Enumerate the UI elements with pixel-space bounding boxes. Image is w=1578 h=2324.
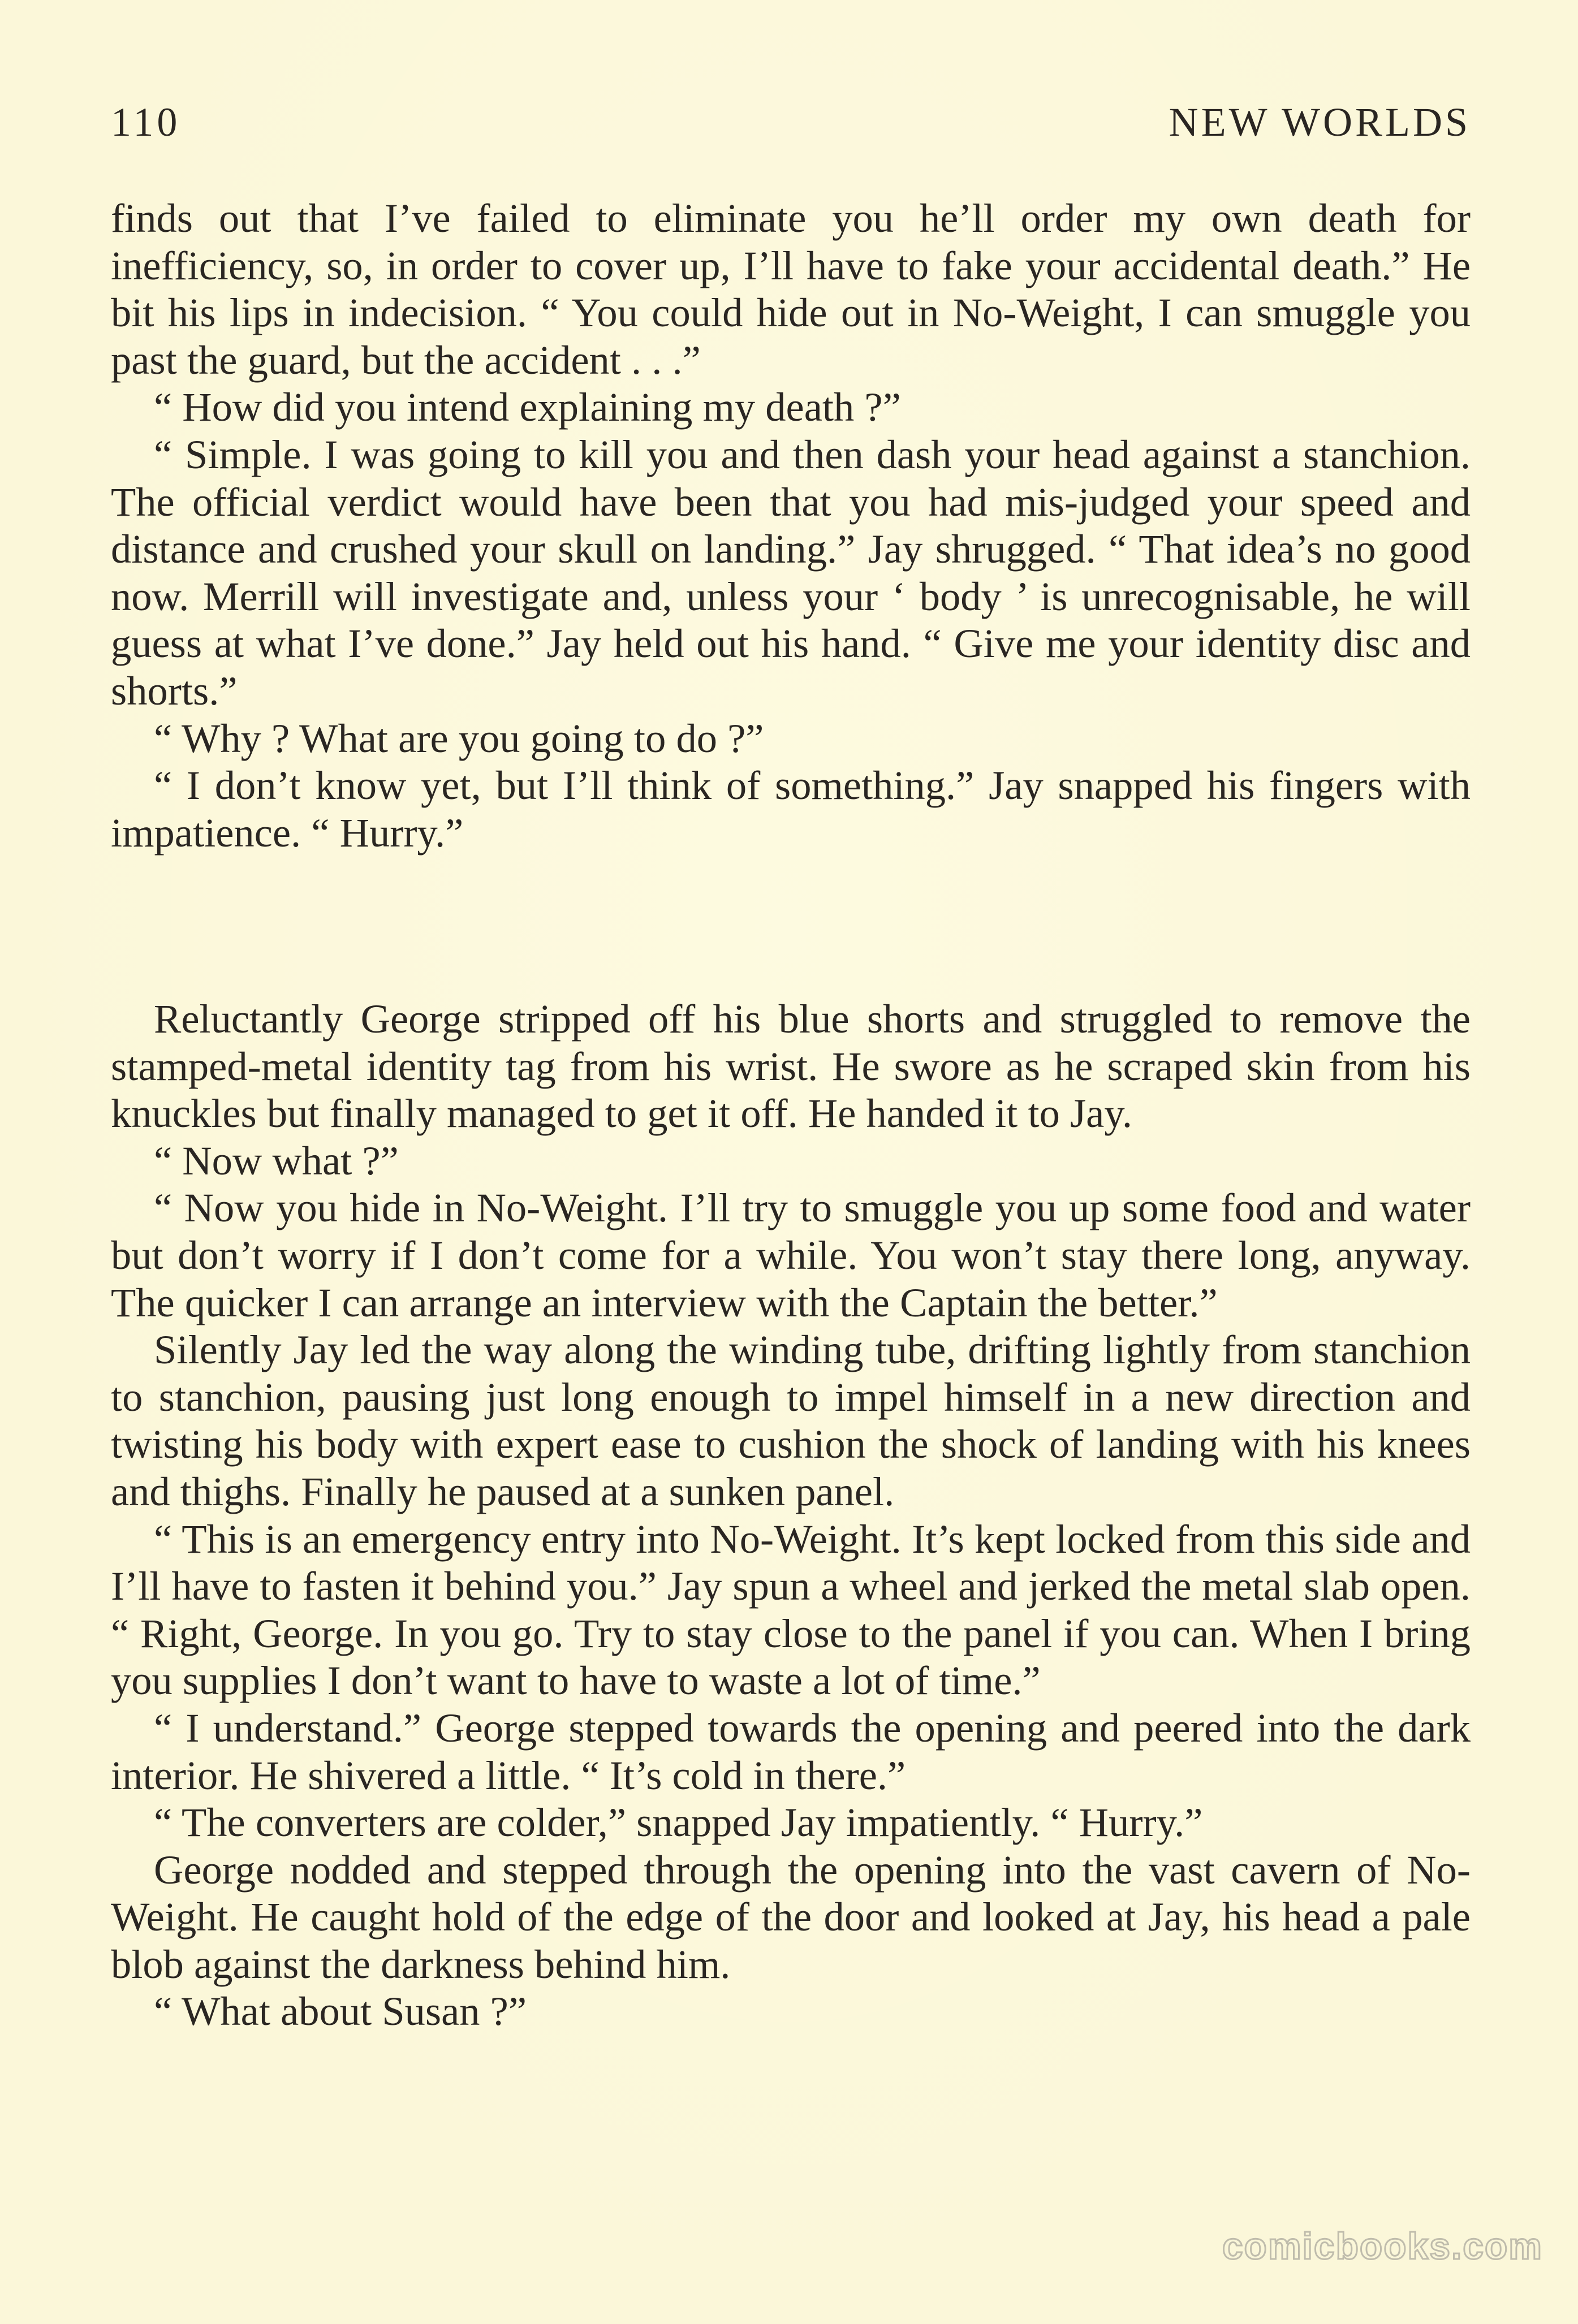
text-block-upper — [111, 195, 1471, 856]
text-block-lower — [111, 995, 1471, 2035]
paragraph: Reluctantly George stripped off his blue shorts and struggled to remove the stamped-metal identity tag from his wrist. He swore as he scraped skin from his knuckles but finally managed to get it off. He handed it to Jay. — [111, 996, 1471, 1137]
paragraph: George nodded and stepped through the opening into the vast cavern of No-Weight. He caught hold of the edge of the door and looked at Jay, his head a pale blob against the darkness behind him. — [111, 1846, 1471, 1987]
paragraph: “ Why ? What are you going to do ?” — [154, 715, 764, 761]
paragraph: “ Simple. I was going to kill you and then dash your head against a stanchion. The official verdict would have been that you had mis-judged your speed and distance and crushed your skull on landing.” Jay shrugged. “ That idea’s no good now. Merrill will investigate and, unless your ‘ body ’ is unrecognisable, he will guess at what I’ve done.” Jay held out his hand. “ Give me your identity disc and shorts.” — [111, 431, 1471, 714]
paragraph: “ I don’t know yet, but I’ll think of something.” Jay snapped his fingers with impatience. “ Hurry.” — [111, 762, 1471, 856]
paragraph: “ Now you hide in No-Weight. I’ll try to smuggle you up some food and water but don’t worry if I don’t come for a while. You won’t stay there long, anyway. The quicker I can arrange an interview with the Captain the better.” — [111, 1185, 1471, 1325]
paragraph: “ How did you intend explaining my death ?” — [154, 384, 901, 430]
paragraph: “ Now what ?” — [154, 1137, 399, 1183]
running-head — [111, 99, 1471, 150]
paragraph: “ The converters are colder,” snapped Jay impatiently. “ Hurry.” — [154, 1799, 1203, 1846]
watermark: comicbooks.com — [1222, 2225, 1543, 2267]
paragraph: “ This is an emergency entry into No-Weight. It’s kept locked from this side and I’ll have to fasten it behind you.” Jay spun a wheel and jerked the metal slab open. “ Right, George. In you go. Try to stay close to the panel if you can. When I bring you supplies I don’t want to have to waste a lot of time.” — [111, 1515, 1471, 1704]
paragraph: Silently Jay led the way along the winding tube, drifting lightly from stanchion to stanchion, pausing just long enough to impel himself in a new direction and twisting his body with expert ease to cushion the shock of landing with his knees and thighs. Finally he paused at a sunken panel. — [111, 1327, 1471, 1514]
paragraph: finds out that I’ve failed to eliminate you he’ll order my own death for inefficiency, so, in order to cover up, I’ll have to fake your accidental death.” He bit his lips in indecision. “ You could hide out in No-Weight, I can smuggle you past the guard, but the accident . . .” — [111, 195, 1471, 383]
paragraph: “ I understand.” George stepped towards the opening and peered into the dark interior. He shivered a little. “ It’s cold in there.” — [111, 1704, 1471, 1798]
journal-title: NEW WORLDS — [1169, 100, 1471, 145]
page-number: 110 — [111, 100, 181, 145]
paragraph: “ What about Susan ?” — [154, 1988, 527, 2034]
